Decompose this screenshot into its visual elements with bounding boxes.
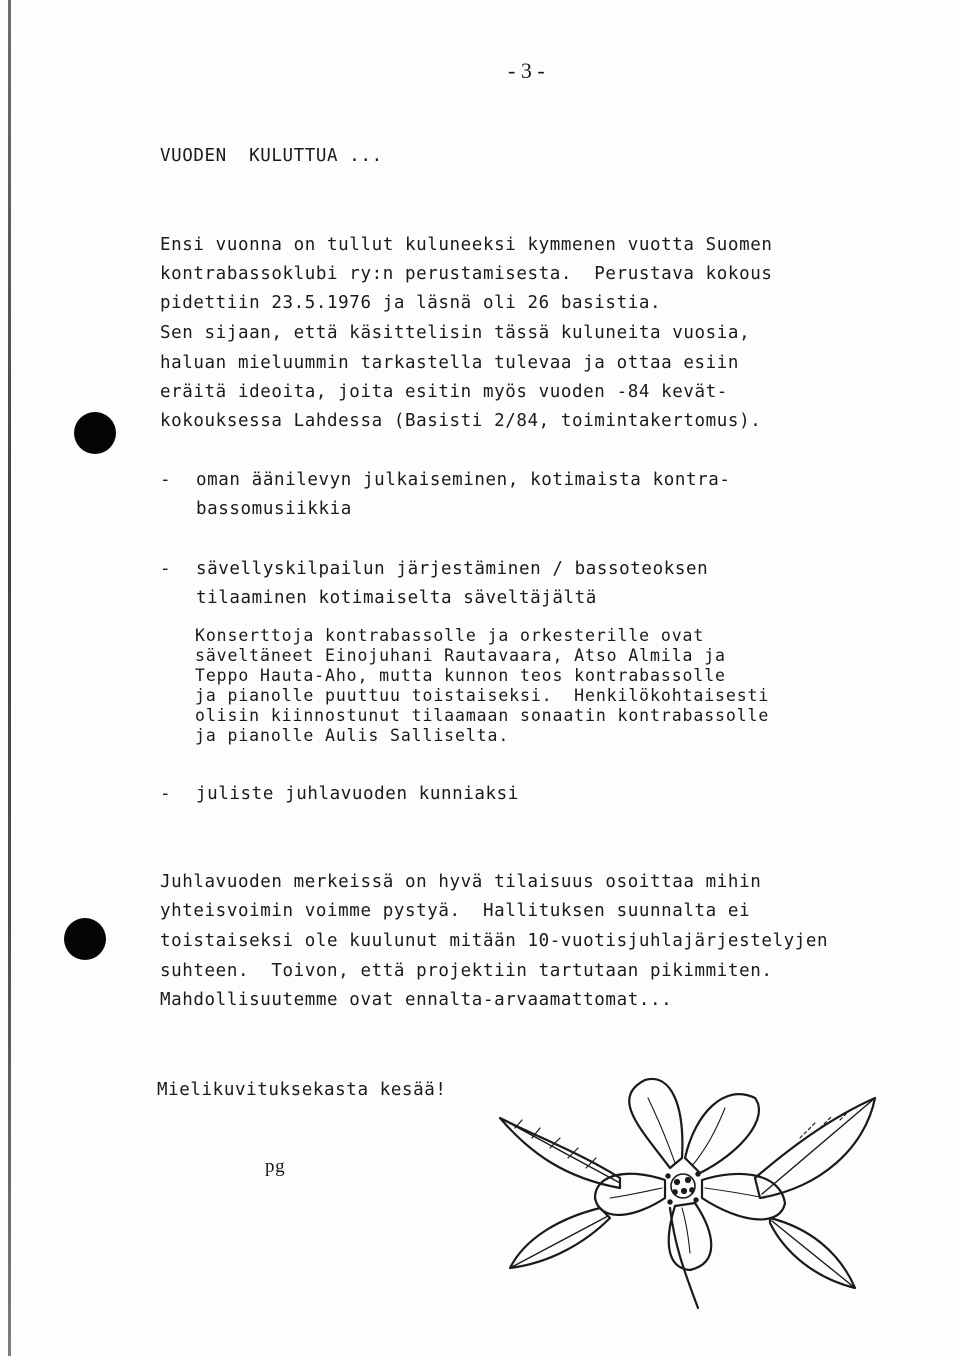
- bullet-line: sävellyskilpailun järjestäminen / bassoteoksen: [196, 559, 709, 579]
- page-title: VUODEN KULUTTUA ...: [160, 146, 383, 166]
- closing-line: suhteen. Toivon, että projektiin tartutaan pikimmiten.: [160, 961, 773, 981]
- intro-line: pidettiin 23.5.1976 ja läsnä oli 26 basistia.: [160, 293, 662, 313]
- bullet-dash: -: [160, 470, 172, 490]
- bullet-dash: -: [160, 784, 172, 804]
- intro-line: Sen sijaan, että käsittelisin tässä kuluneita vuosia,: [160, 323, 751, 343]
- closing-line: Mahdollisuutemme ovat ennalta-arvaamattomat...: [160, 990, 673, 1010]
- closing-line: Juhlavuoden merkeissä on hyvä tilaisuus osoittaa mihin: [160, 872, 762, 892]
- signoff: Mielikuvituksekasta kesää!: [157, 1080, 447, 1100]
- intro-line: Ensi vuonna on tullut kuluneeksi kymmenen vuotta Suomen: [160, 235, 773, 255]
- bullet-line: juliste juhlavuoden kunniaksi: [196, 784, 519, 804]
- page-edge-shadow: [8, 0, 11, 1356]
- intro-line: eräitä ideoita, joita esitin myös vuoden -84 kevät-: [160, 382, 728, 402]
- flower-illustration-icon: [470, 1058, 890, 1318]
- punch-hole-top: [74, 412, 116, 454]
- initials: pg: [265, 1156, 286, 1177]
- bullet-detail-line: ja pianolle puuttuu toistaiseksi. Henkilökohtaisesti: [195, 686, 770, 705]
- bullet-detail-line: Konserttoja kontrabassolle ja orkesterille ovat: [195, 626, 705, 645]
- intro-line: kontrabassoklubi ry:n perustamisesta. Perustava kokous: [160, 264, 773, 284]
- bullet-detail-line: säveltäneet Einojuhani Rautavaara, Atso Almila ja: [195, 646, 726, 665]
- bullet-detail-line: Teppo Hauta-Aho, mutta kunnon teos kontrabassolle: [195, 666, 726, 685]
- bullet-line: bassomusiikkia: [196, 499, 352, 519]
- bullet-line: tilaaminen kotimaiselta säveltäjältä: [196, 588, 597, 608]
- bullet-line: oman äänilevyn julkaiseminen, kotimaista kontra-: [196, 470, 731, 490]
- intro-line: haluan mieluummin tarkastella tulevaa ja ottaa esiin: [160, 353, 740, 373]
- intro-line: kokouksessa Lahdessa (Basisti 2/84, toimintakertomus).: [160, 411, 762, 431]
- page-number: - 3 -: [508, 58, 545, 83]
- bullet-detail-line: ja pianolle Aulis Salliselta.: [195, 726, 510, 745]
- closing-line: yhteisvoimin voimme pystyä. Hallituksen suunnalta ei: [160, 901, 751, 921]
- bullet-detail-line: olisin kiinnostunut tilaamaan sonaatin kontrabassolle: [195, 706, 770, 725]
- punch-hole-bottom: [64, 918, 106, 960]
- bullet-dash: -: [160, 559, 172, 579]
- closing-line: toistaiseksi ole kuulunut mitään 10-vuotisjuhlajärjestelyjen: [160, 931, 829, 951]
